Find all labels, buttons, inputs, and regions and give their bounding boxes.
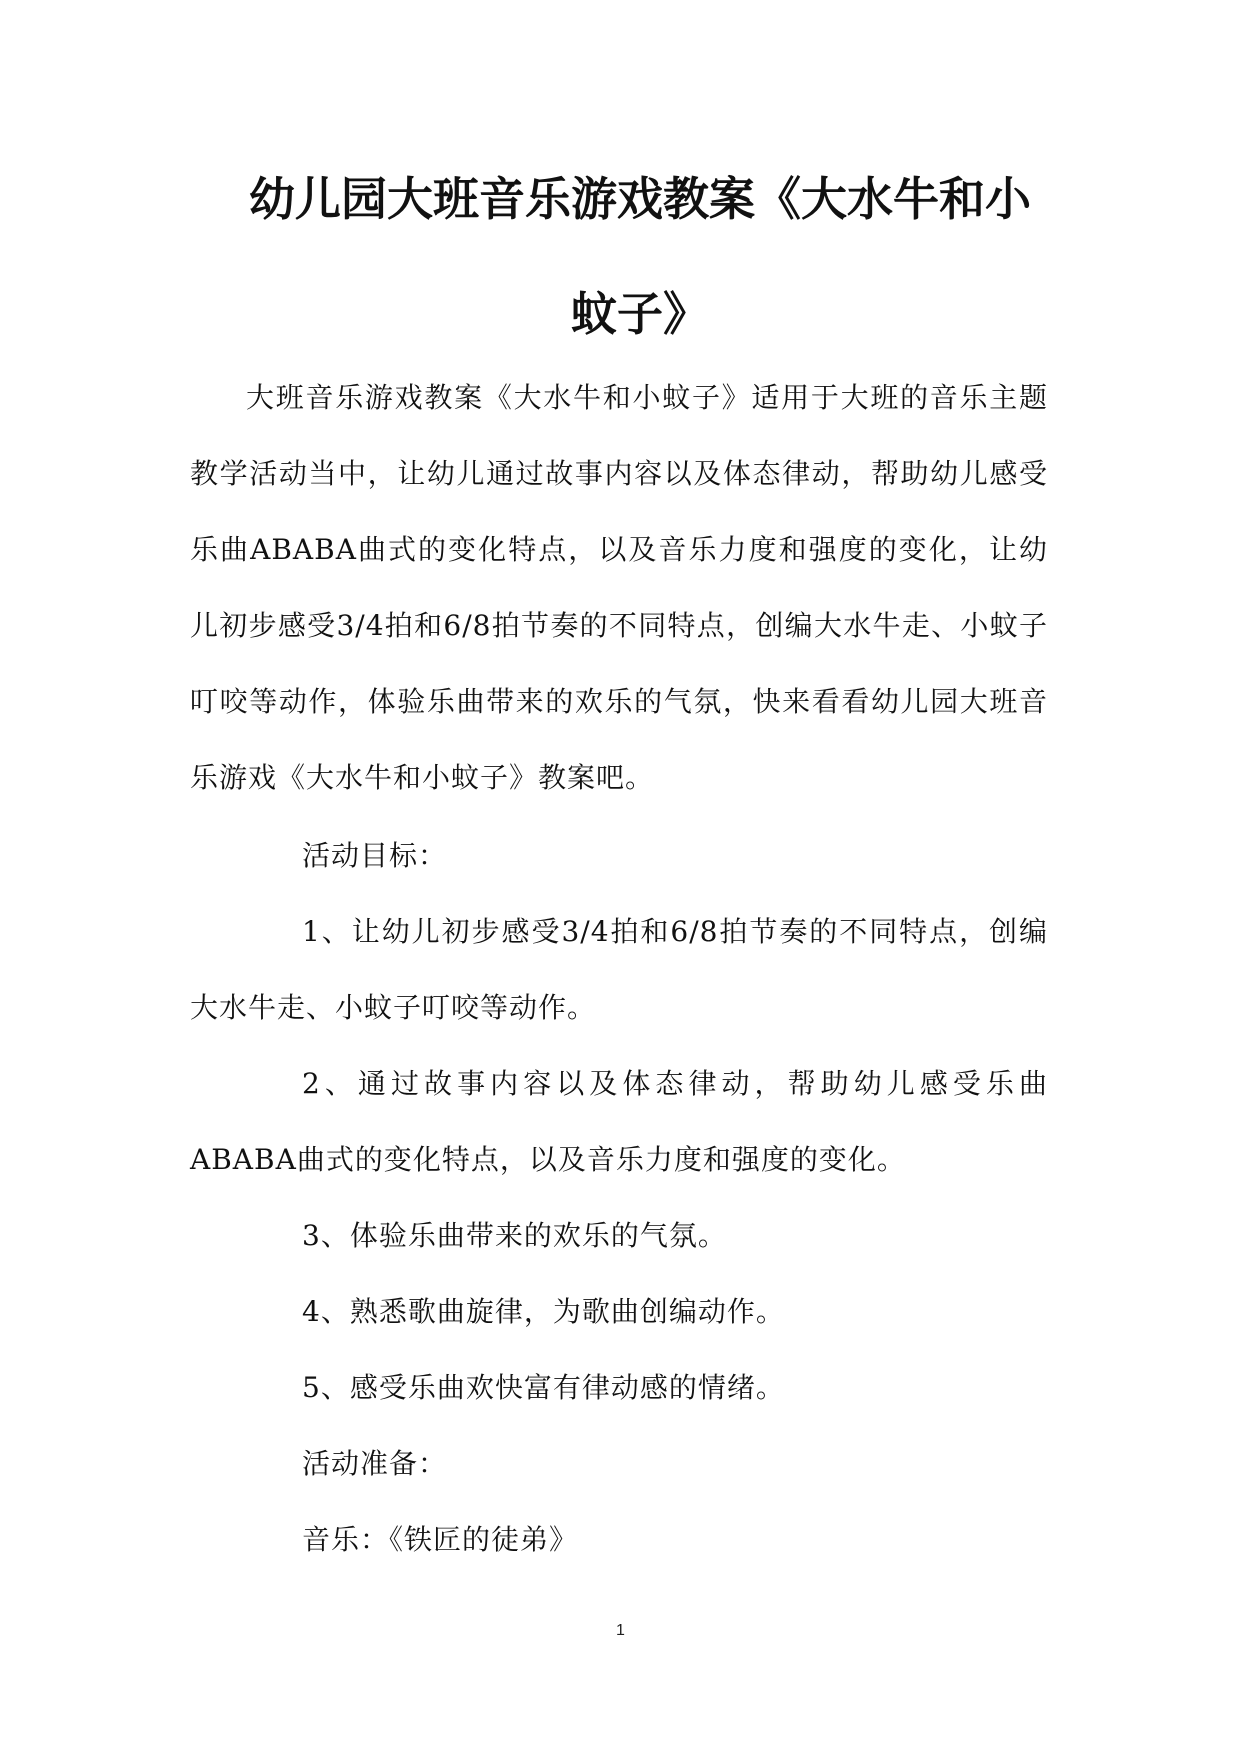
- goal-item-2: 2、通过故事内容以及体态律动，帮助幼儿感受乐曲ABABA曲式的变化特点，以及音乐力度和强度的变化。: [190, 1067, 1048, 1176]
- document-title: 幼儿园大班音乐游戏教案《大水牛和小蚊子》: [249, 172, 1031, 341]
- page-number: 1: [616, 1622, 625, 1639]
- goal-item-4: 4、熟悉歌曲旋律，为歌曲创编动作。: [302, 1295, 785, 1328]
- goal-item-5: 5、感受乐曲欢快富有律动感的情绪。: [302, 1371, 785, 1404]
- music-line: 音乐：《铁匠的徒弟》: [302, 1523, 579, 1556]
- goals-heading: 活动目标：: [302, 839, 448, 872]
- preparation-heading: 活动准备：: [302, 1447, 448, 1480]
- intro-paragraph: 大班音乐游戏教案《大水牛和小蚊子》适用于大班的音乐主题教学活动当中，让幼儿通过故事内容以及体态律动，帮助幼儿感受乐曲ABABA曲式的变化特点，以及音乐力度和强度的变化，让幼儿初步感受3/4拍和6/8拍节奏的不同特点，创编大水牛走、小蚊子叮咬等动作，体验乐曲带来的欢乐的气氛，快来看看幼儿园大班音乐游戏《大水牛和小蚊子》教案吧。: [190, 381, 1048, 794]
- goal-item-1: 1、让幼儿初步感受3/4拍和6/8拍节奏的不同特点，创编大水牛走、小蚊子叮咬等动作。: [190, 915, 1048, 1024]
- goal-item-3: 3、体验乐曲带来的欢乐的气氛。: [302, 1219, 727, 1252]
